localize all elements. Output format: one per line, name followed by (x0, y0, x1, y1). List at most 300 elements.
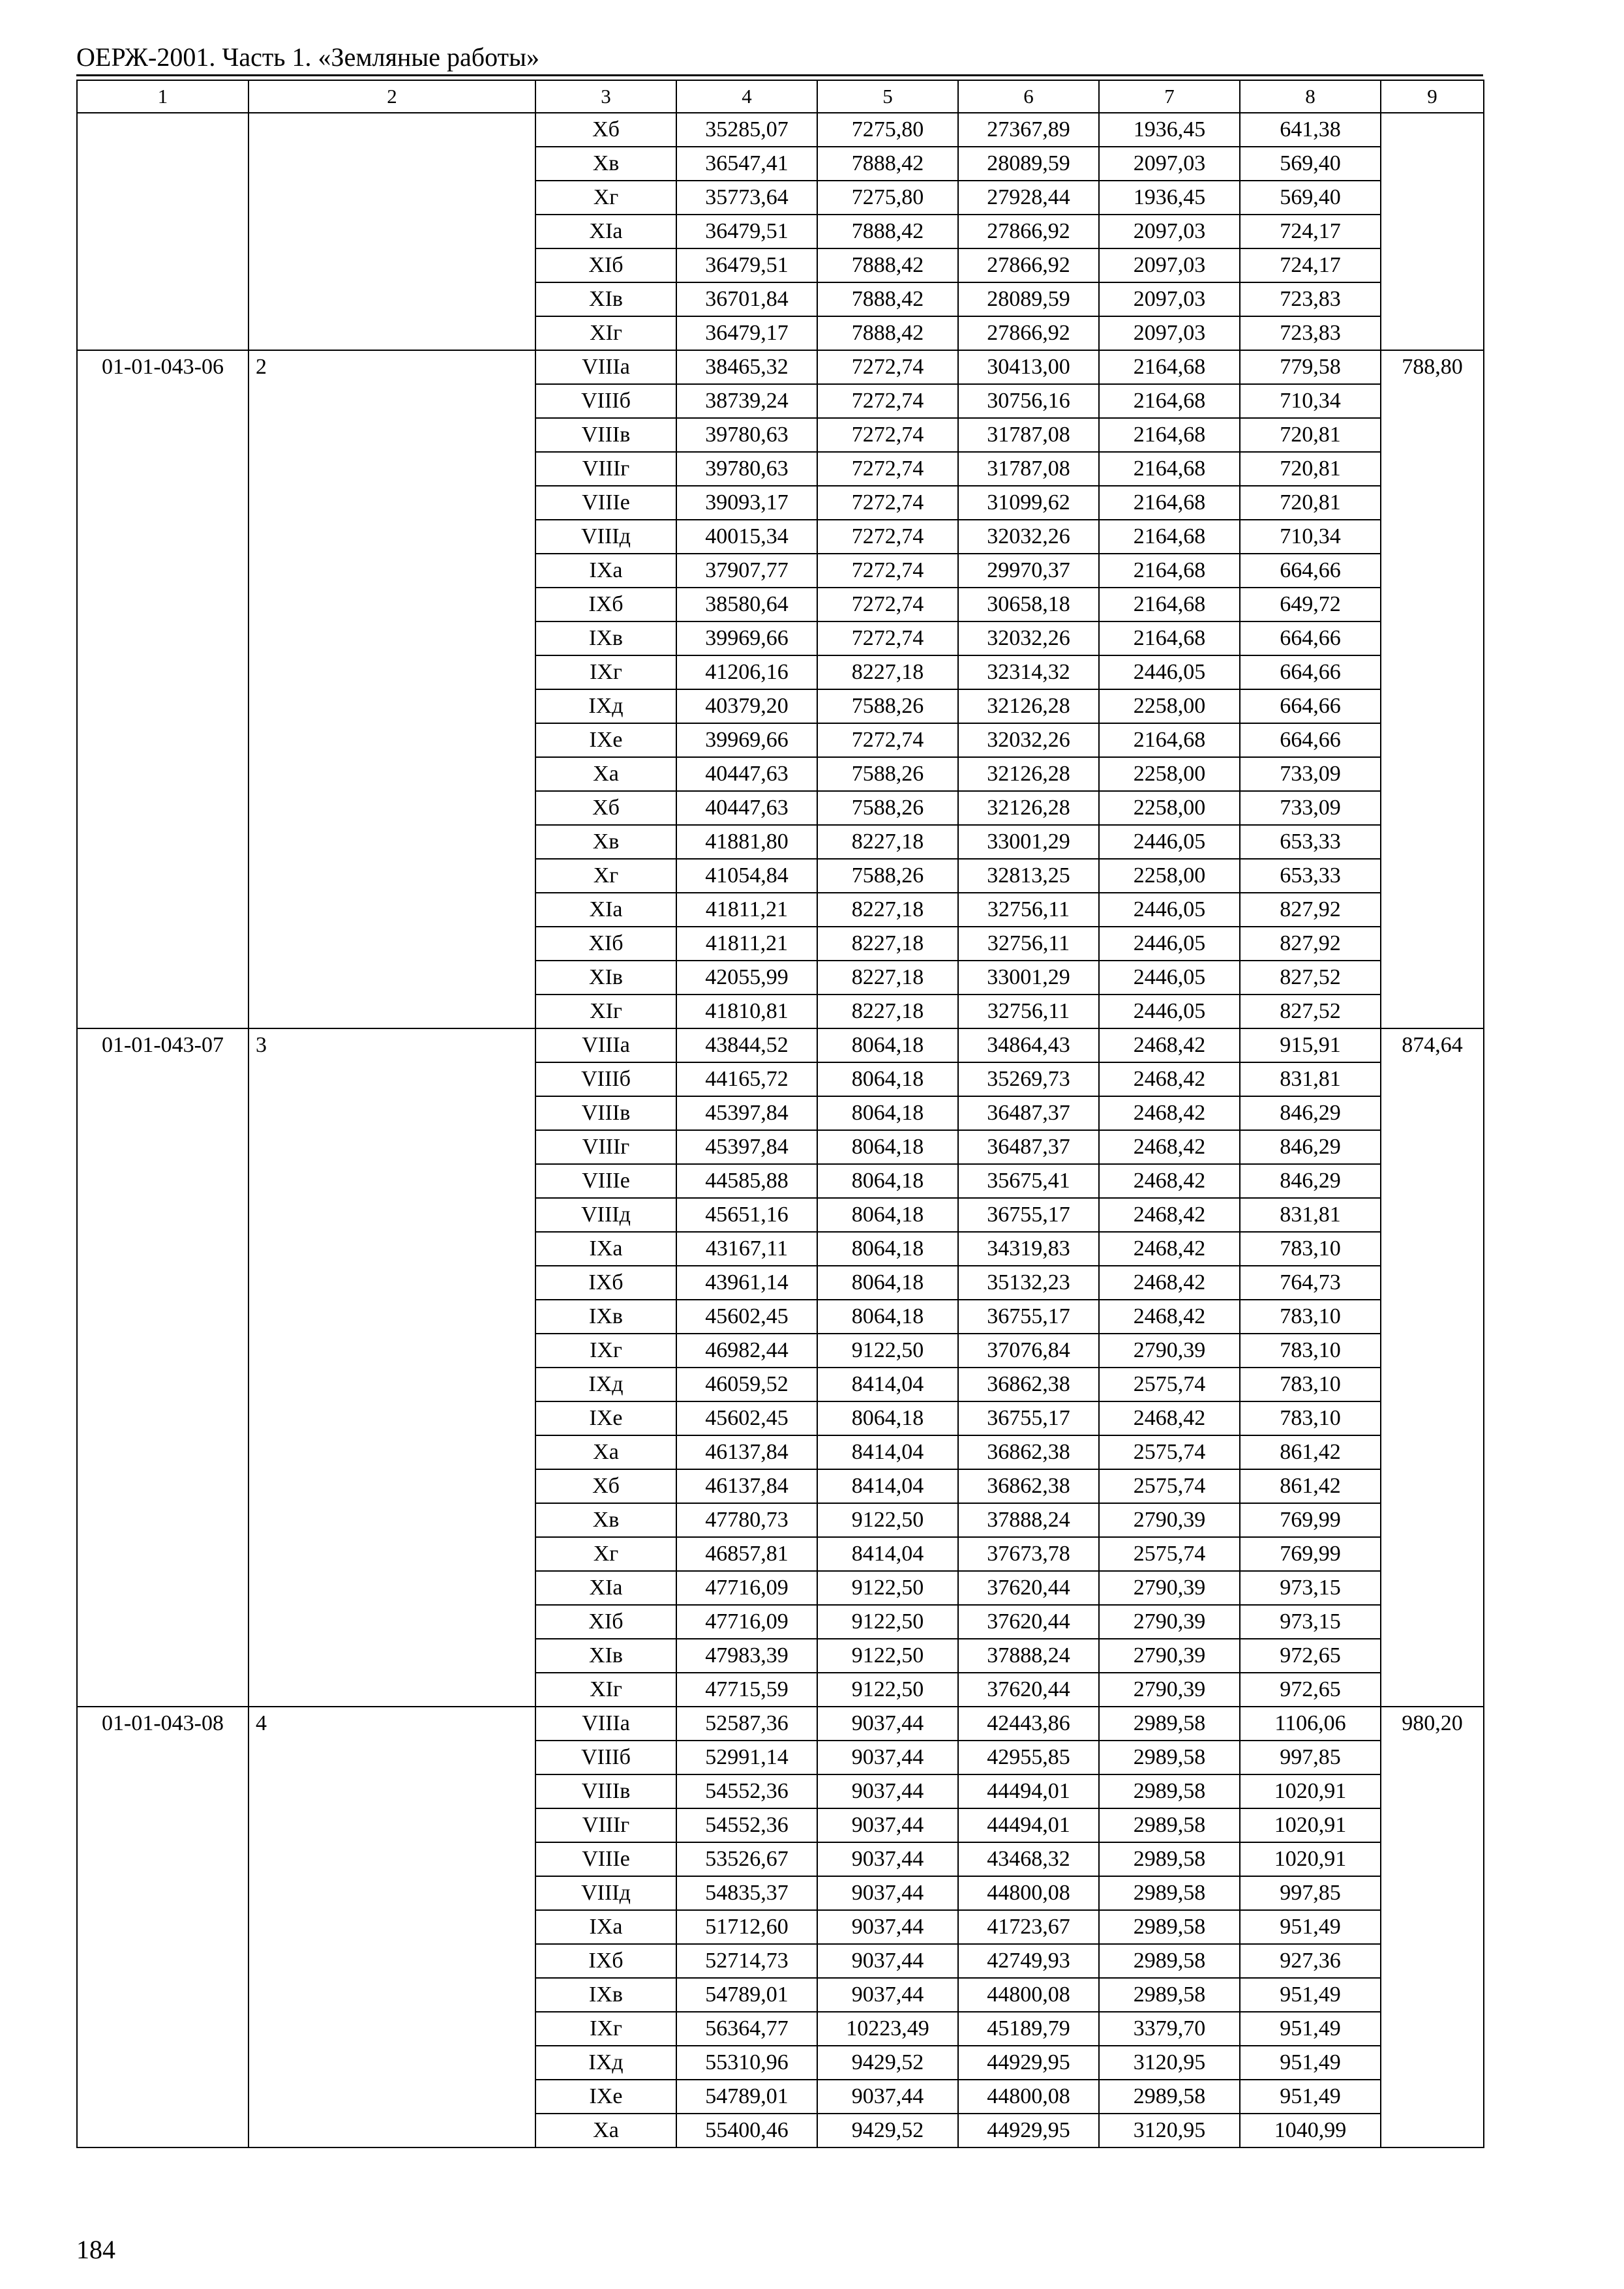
value-cell: 2164,68 (1099, 486, 1240, 520)
value-cell: 2790,39 (1099, 1639, 1240, 1673)
category-cell: IХг (535, 655, 676, 689)
value-cell: 46137,84 (676, 1469, 817, 1503)
value-cell: 8064,18 (817, 1130, 958, 1164)
value-cell: 37076,84 (958, 1334, 1099, 1368)
value-cell: 2446,05 (1099, 825, 1240, 859)
category-cell: IХв (535, 1300, 676, 1334)
value-cell: 7888,42 (817, 215, 958, 248)
value-cell: 861,42 (1240, 1435, 1381, 1469)
value-cell: 2989,58 (1099, 1774, 1240, 1808)
value-cell: 45651,16 (676, 1198, 817, 1232)
value-cell: 2164,68 (1099, 350, 1240, 384)
value-cell: 2468,42 (1099, 1198, 1240, 1232)
category-cell: IХб (535, 1266, 676, 1300)
column-numbers-row (77, 80, 1484, 113)
value-cell: 30413,00 (958, 350, 1099, 384)
value-cell: 41054,84 (676, 859, 817, 893)
value-cell: 40015,34 (676, 520, 817, 554)
value-cell: 1040,99 (1240, 2114, 1381, 2147)
value-cell: 46137,84 (676, 1435, 817, 1469)
value-cell: 2446,05 (1099, 655, 1240, 689)
value-cell: 37673,78 (958, 1537, 1099, 1571)
value-cell: 2446,05 (1099, 995, 1240, 1028)
value-cell: 951,49 (1240, 2080, 1381, 2114)
value-cell: 47780,73 (676, 1503, 817, 1537)
value-cell: 41810,81 (676, 995, 817, 1028)
value-cell: 32314,32 (958, 655, 1099, 689)
category-cell: Хб (535, 113, 676, 147)
value-cell: 42955,85 (958, 1741, 1099, 1774)
value-cell: 951,49 (1240, 1910, 1381, 1944)
value-cell: 8227,18 (817, 825, 958, 859)
value-cell: 31787,08 (958, 452, 1099, 486)
value-cell: 733,09 (1240, 791, 1381, 825)
value-cell: 7275,80 (817, 181, 958, 215)
category-cell: IХа (535, 554, 676, 588)
value-cell: 7275,80 (817, 113, 958, 147)
value-cell: 41811,21 (676, 893, 817, 927)
value-cell: 2446,05 (1099, 893, 1240, 927)
category-cell: Хв (535, 147, 676, 181)
category-cell: VIIIб (535, 1062, 676, 1096)
category-cell: IХе (535, 723, 676, 757)
value-cell: 32813,25 (958, 859, 1099, 893)
value-cell: 7272,74 (817, 621, 958, 655)
value-cell: 7272,74 (817, 418, 958, 452)
value-cell: 723,83 (1240, 316, 1381, 350)
category-cell: XIв (535, 1639, 676, 1673)
value-cell: 43468,32 (958, 1842, 1099, 1876)
value-cell: 45602,45 (676, 1401, 817, 1435)
value-cell: 827,52 (1240, 995, 1381, 1028)
category-cell: XIг (535, 1673, 676, 1707)
value-cell: 54552,36 (676, 1808, 817, 1842)
value-cell: 37620,44 (958, 1571, 1099, 1605)
value-cell: 2164,68 (1099, 418, 1240, 452)
value-cell: 7888,42 (817, 282, 958, 316)
category-cell: XIа (535, 1571, 676, 1605)
value-cell: 846,29 (1240, 1130, 1381, 1164)
value-cell: 7272,74 (817, 452, 958, 486)
value-cell: 2989,58 (1099, 1842, 1240, 1876)
value-cell: 2164,68 (1099, 384, 1240, 418)
value-cell: 7272,74 (817, 723, 958, 757)
value-cell: 7588,26 (817, 859, 958, 893)
page-number: 184 (76, 2235, 115, 2264)
value-cell: 9122,50 (817, 1503, 958, 1537)
value-cell: 45397,84 (676, 1130, 817, 1164)
value-cell: 8227,18 (817, 893, 958, 927)
category-cell: Ха (535, 757, 676, 791)
value-cell: 9037,44 (817, 1876, 958, 1910)
value-cell: 831,81 (1240, 1198, 1381, 1232)
value-cell: 779,58 (1240, 350, 1381, 384)
value-cell: 3120,95 (1099, 2046, 1240, 2080)
value-cell: 44800,08 (958, 2080, 1099, 2114)
position-number-cell (248, 113, 535, 350)
header-rule (76, 74, 1483, 76)
value-cell: 2258,00 (1099, 791, 1240, 825)
value-cell: 29970,37 (958, 554, 1099, 588)
value-cell: 649,72 (1240, 588, 1381, 621)
value-cell: 2468,42 (1099, 1232, 1240, 1266)
value-cell: 723,83 (1240, 282, 1381, 316)
value-cell: 54789,01 (676, 1978, 817, 2012)
value-cell: 915,91 (1240, 1028, 1381, 1062)
value-cell: 9037,44 (817, 1741, 958, 1774)
value-cell: 38465,32 (676, 350, 817, 384)
value-cell: 38739,24 (676, 384, 817, 418)
category-cell: VIIIе (535, 1842, 676, 1876)
category-cell: XIб (535, 248, 676, 282)
value-cell: 27866,92 (958, 316, 1099, 350)
column-number: 3 (535, 80, 676, 113)
table-row (77, 350, 1484, 384)
value-cell: 34319,83 (958, 1232, 1099, 1266)
value-cell: 36862,38 (958, 1368, 1099, 1401)
value-cell: 40447,63 (676, 791, 817, 825)
category-cell: Ха (535, 1435, 676, 1469)
value-cell: 32756,11 (958, 927, 1099, 961)
column-number: 1 (77, 80, 248, 113)
value-cell: 30756,16 (958, 384, 1099, 418)
value-cell: 7272,74 (817, 554, 958, 588)
value-cell: 44165,72 (676, 1062, 817, 1096)
value-cell: 769,99 (1240, 1503, 1381, 1537)
value-cell: 2989,58 (1099, 1910, 1240, 1944)
category-cell: IХе (535, 1401, 676, 1435)
value-cell: 45602,45 (676, 1300, 817, 1334)
value-cell: 46857,81 (676, 1537, 817, 1571)
column-number: 9 (1381, 80, 1484, 113)
column-9-cell: 788,80 (1381, 350, 1484, 1028)
value-cell: 53526,67 (676, 1842, 817, 1876)
value-cell: 2468,42 (1099, 1164, 1240, 1198)
value-cell: 36862,38 (958, 1469, 1099, 1503)
value-cell: 2790,39 (1099, 1503, 1240, 1537)
category-cell: Хг (535, 859, 676, 893)
value-cell: 36755,17 (958, 1300, 1099, 1334)
value-cell: 35269,73 (958, 1062, 1099, 1096)
category-cell: IХв (535, 621, 676, 655)
value-cell: 27928,44 (958, 181, 1099, 215)
value-cell: 724,17 (1240, 248, 1381, 282)
value-cell: 27866,92 (958, 215, 1099, 248)
value-cell: 2989,58 (1099, 1707, 1240, 1741)
column-9-cell (1381, 113, 1484, 350)
value-cell: 8064,18 (817, 1164, 958, 1198)
category-cell: VIIIе (535, 1164, 676, 1198)
value-cell: 827,92 (1240, 893, 1381, 927)
value-cell: 2575,74 (1099, 1537, 1240, 1571)
value-cell: 927,36 (1240, 1944, 1381, 1978)
value-cell: 641,38 (1240, 113, 1381, 147)
value-cell: 34864,43 (958, 1028, 1099, 1062)
category-cell: VIIIа (535, 1028, 676, 1062)
value-cell: 2258,00 (1099, 689, 1240, 723)
value-cell: 55400,46 (676, 2114, 817, 2147)
value-cell: 36755,17 (958, 1198, 1099, 1232)
value-cell: 36862,38 (958, 1435, 1099, 1469)
value-cell: 8064,18 (817, 1266, 958, 1300)
value-cell: 36547,41 (676, 147, 817, 181)
value-cell: 2790,39 (1099, 1673, 1240, 1707)
category-cell: VIIIв (535, 418, 676, 452)
category-cell: VIIIг (535, 452, 676, 486)
value-cell: 2446,05 (1099, 927, 1240, 961)
value-cell: 3379,70 (1099, 2012, 1240, 2046)
value-cell: 664,66 (1240, 655, 1381, 689)
value-cell: 36701,84 (676, 282, 817, 316)
value-cell: 1106,06 (1240, 1707, 1381, 1741)
value-cell: 2989,58 (1099, 1944, 1240, 1978)
value-cell: 2258,00 (1099, 859, 1240, 893)
value-cell: 2164,68 (1099, 520, 1240, 554)
value-cell: 31787,08 (958, 418, 1099, 452)
value-cell: 951,49 (1240, 2046, 1381, 2080)
value-cell: 32126,28 (958, 791, 1099, 825)
value-cell: 37907,77 (676, 554, 817, 588)
value-cell: 710,34 (1240, 384, 1381, 418)
value-cell: 35285,07 (676, 113, 817, 147)
value-cell: 783,10 (1240, 1300, 1381, 1334)
value-cell: 40379,20 (676, 689, 817, 723)
value-cell: 2258,00 (1099, 757, 1240, 791)
value-cell: 783,10 (1240, 1334, 1381, 1368)
value-cell: 2468,42 (1099, 1266, 1240, 1300)
category-cell: VIIIа (535, 1707, 676, 1741)
value-cell: 27367,89 (958, 113, 1099, 147)
value-cell: 2575,74 (1099, 1469, 1240, 1503)
column-9-cell: 874,64 (1381, 1028, 1484, 1707)
value-cell: 43961,14 (676, 1266, 817, 1300)
value-cell: 7588,26 (817, 757, 958, 791)
value-cell: 30658,18 (958, 588, 1099, 621)
value-cell: 2097,03 (1099, 282, 1240, 316)
value-cell: 9429,52 (817, 2046, 958, 2080)
value-cell: 39780,63 (676, 418, 817, 452)
column-number: 2 (248, 80, 535, 113)
value-cell: 8227,18 (817, 995, 958, 1028)
value-cell: 9429,52 (817, 2114, 958, 2147)
category-cell: XIв (535, 282, 676, 316)
category-cell: VIIIд (535, 520, 676, 554)
category-cell: XIг (535, 316, 676, 350)
value-cell: 36479,51 (676, 248, 817, 282)
value-cell: 54835,37 (676, 1876, 817, 1910)
value-cell: 8064,18 (817, 1198, 958, 1232)
value-cell: 3120,95 (1099, 2114, 1240, 2147)
value-cell: 9122,50 (817, 1571, 958, 1605)
value-cell: 41811,21 (676, 927, 817, 961)
value-cell: 2468,42 (1099, 1062, 1240, 1096)
value-cell: 664,66 (1240, 621, 1381, 655)
value-cell: 44800,08 (958, 1978, 1099, 2012)
value-cell: 32756,11 (958, 995, 1099, 1028)
value-cell: 2989,58 (1099, 1741, 1240, 1774)
value-cell: 39969,66 (676, 621, 817, 655)
value-cell: 36479,17 (676, 316, 817, 350)
value-cell: 7888,42 (817, 147, 958, 181)
value-cell: 9037,44 (817, 1944, 958, 1978)
value-cell: 720,81 (1240, 486, 1381, 520)
value-cell: 997,85 (1240, 1741, 1381, 1774)
value-cell: 2989,58 (1099, 2080, 1240, 2114)
category-cell: VIIIг (535, 1808, 676, 1842)
value-cell: 9122,50 (817, 1639, 958, 1673)
category-cell: Хв (535, 1503, 676, 1537)
value-cell: 2790,39 (1099, 1605, 1240, 1639)
rate-code-cell: 01-01-043-07 (77, 1028, 248, 1707)
value-cell: 37620,44 (958, 1673, 1099, 1707)
value-cell: 7888,42 (817, 316, 958, 350)
value-cell: 28089,59 (958, 282, 1099, 316)
value-cell: 35675,41 (958, 1164, 1099, 1198)
value-cell: 9037,44 (817, 1910, 958, 1944)
value-cell: 1020,91 (1240, 1774, 1381, 1808)
category-cell: IХг (535, 1334, 676, 1368)
column-number: 8 (1240, 80, 1381, 113)
value-cell: 2468,42 (1099, 1401, 1240, 1435)
value-cell: 9037,44 (817, 1707, 958, 1741)
value-cell: 2097,03 (1099, 316, 1240, 350)
value-cell: 44494,01 (958, 1808, 1099, 1842)
value-cell: 7272,74 (817, 520, 958, 554)
value-cell: 39969,66 (676, 723, 817, 757)
table-row (77, 113, 1484, 147)
value-cell: 733,09 (1240, 757, 1381, 791)
category-cell: Хг (535, 1537, 676, 1571)
value-cell: 9037,44 (817, 1978, 958, 2012)
value-cell: 10223,49 (817, 2012, 958, 2046)
value-cell: 32126,28 (958, 689, 1099, 723)
value-cell: 52714,73 (676, 1944, 817, 1978)
category-cell: IХв (535, 1978, 676, 2012)
rates-table (76, 80, 1484, 2148)
category-cell: Хб (535, 791, 676, 825)
value-cell: 32032,26 (958, 723, 1099, 757)
value-cell: 569,40 (1240, 181, 1381, 215)
value-cell: 2989,58 (1099, 1808, 1240, 1842)
value-cell: 33001,29 (958, 825, 1099, 859)
category-cell: XIб (535, 1605, 676, 1639)
value-cell: 7272,74 (817, 384, 958, 418)
category-cell: Хг (535, 181, 676, 215)
value-cell: 846,29 (1240, 1164, 1381, 1198)
value-cell: 55310,96 (676, 2046, 817, 2080)
category-cell: VIIIв (535, 1096, 676, 1130)
value-cell: 27866,92 (958, 248, 1099, 282)
value-cell: 44929,95 (958, 2114, 1099, 2147)
value-cell: 664,66 (1240, 689, 1381, 723)
value-cell: 52991,14 (676, 1741, 817, 1774)
value-cell: 36487,37 (958, 1096, 1099, 1130)
table-body (77, 80, 1484, 2147)
column-number: 4 (676, 80, 817, 113)
value-cell: 32126,28 (958, 757, 1099, 791)
value-cell: 972,65 (1240, 1673, 1381, 1707)
value-cell: 52587,36 (676, 1707, 817, 1741)
value-cell: 54789,01 (676, 2080, 817, 2114)
value-cell: 724,17 (1240, 215, 1381, 248)
value-cell: 2164,68 (1099, 723, 1240, 757)
value-cell: 32032,26 (958, 520, 1099, 554)
value-cell: 8414,04 (817, 1537, 958, 1571)
value-cell: 2164,68 (1099, 452, 1240, 486)
value-cell: 35773,64 (676, 181, 817, 215)
category-cell: VIIIв (535, 1774, 676, 1808)
value-cell: 973,15 (1240, 1571, 1381, 1605)
category-cell: VIIIд (535, 1198, 676, 1232)
category-cell: VIIIб (535, 384, 676, 418)
category-cell: VIIIа (535, 350, 676, 384)
category-cell: VIIIд (535, 1876, 676, 1910)
value-cell: 40447,63 (676, 757, 817, 791)
value-cell: 653,33 (1240, 825, 1381, 859)
category-cell: IХб (535, 588, 676, 621)
value-cell: 47715,59 (676, 1673, 817, 1707)
value-cell: 783,10 (1240, 1401, 1381, 1435)
value-cell: 2164,68 (1099, 554, 1240, 588)
value-cell: 972,65 (1240, 1639, 1381, 1673)
value-cell: 8064,18 (817, 1232, 958, 1266)
value-cell: 47716,09 (676, 1605, 817, 1639)
column-number: 5 (817, 80, 958, 113)
value-cell: 45189,79 (958, 2012, 1099, 2046)
value-cell: 9122,50 (817, 1605, 958, 1639)
category-cell: IХб (535, 1944, 676, 1978)
value-cell: 36487,37 (958, 1130, 1099, 1164)
rate-code-cell: 01-01-043-08 (77, 1707, 248, 2147)
value-cell: 2468,42 (1099, 1300, 1240, 1334)
category-cell: XIа (535, 893, 676, 927)
value-cell: 44494,01 (958, 1774, 1099, 1808)
value-cell: 39093,17 (676, 486, 817, 520)
column-9-cell: 980,20 (1381, 1707, 1484, 2147)
value-cell: 32032,26 (958, 621, 1099, 655)
value-cell: 7588,26 (817, 689, 958, 723)
category-cell: XIв (535, 961, 676, 995)
value-cell: 2164,68 (1099, 621, 1240, 655)
value-cell: 2164,68 (1099, 588, 1240, 621)
value-cell: 664,66 (1240, 554, 1381, 588)
value-cell: 827,92 (1240, 927, 1381, 961)
value-cell: 2097,03 (1099, 147, 1240, 181)
value-cell: 8064,18 (817, 1300, 958, 1334)
value-cell: 2468,42 (1099, 1028, 1240, 1062)
category-cell: IХа (535, 1910, 676, 1944)
value-cell: 2575,74 (1099, 1435, 1240, 1469)
table-row (77, 1028, 1484, 1062)
value-cell: 41881,80 (676, 825, 817, 859)
column-number: 7 (1099, 80, 1240, 113)
value-cell: 9037,44 (817, 2080, 958, 2114)
value-cell: 569,40 (1240, 147, 1381, 181)
value-cell: 1936,45 (1099, 181, 1240, 215)
category-cell: XIб (535, 927, 676, 961)
value-cell: 783,10 (1240, 1368, 1381, 1401)
category-cell: IХа (535, 1232, 676, 1266)
value-cell: 2097,03 (1099, 215, 1240, 248)
value-cell: 42749,93 (958, 1944, 1099, 1978)
value-cell: 51712,60 (676, 1910, 817, 1944)
category-cell: Ха (535, 2114, 676, 2147)
category-cell: IХг (535, 2012, 676, 2046)
value-cell: 44800,08 (958, 1876, 1099, 1910)
column-number: 6 (958, 80, 1099, 113)
value-cell: 2989,58 (1099, 1876, 1240, 1910)
value-cell: 46059,52 (676, 1368, 817, 1401)
